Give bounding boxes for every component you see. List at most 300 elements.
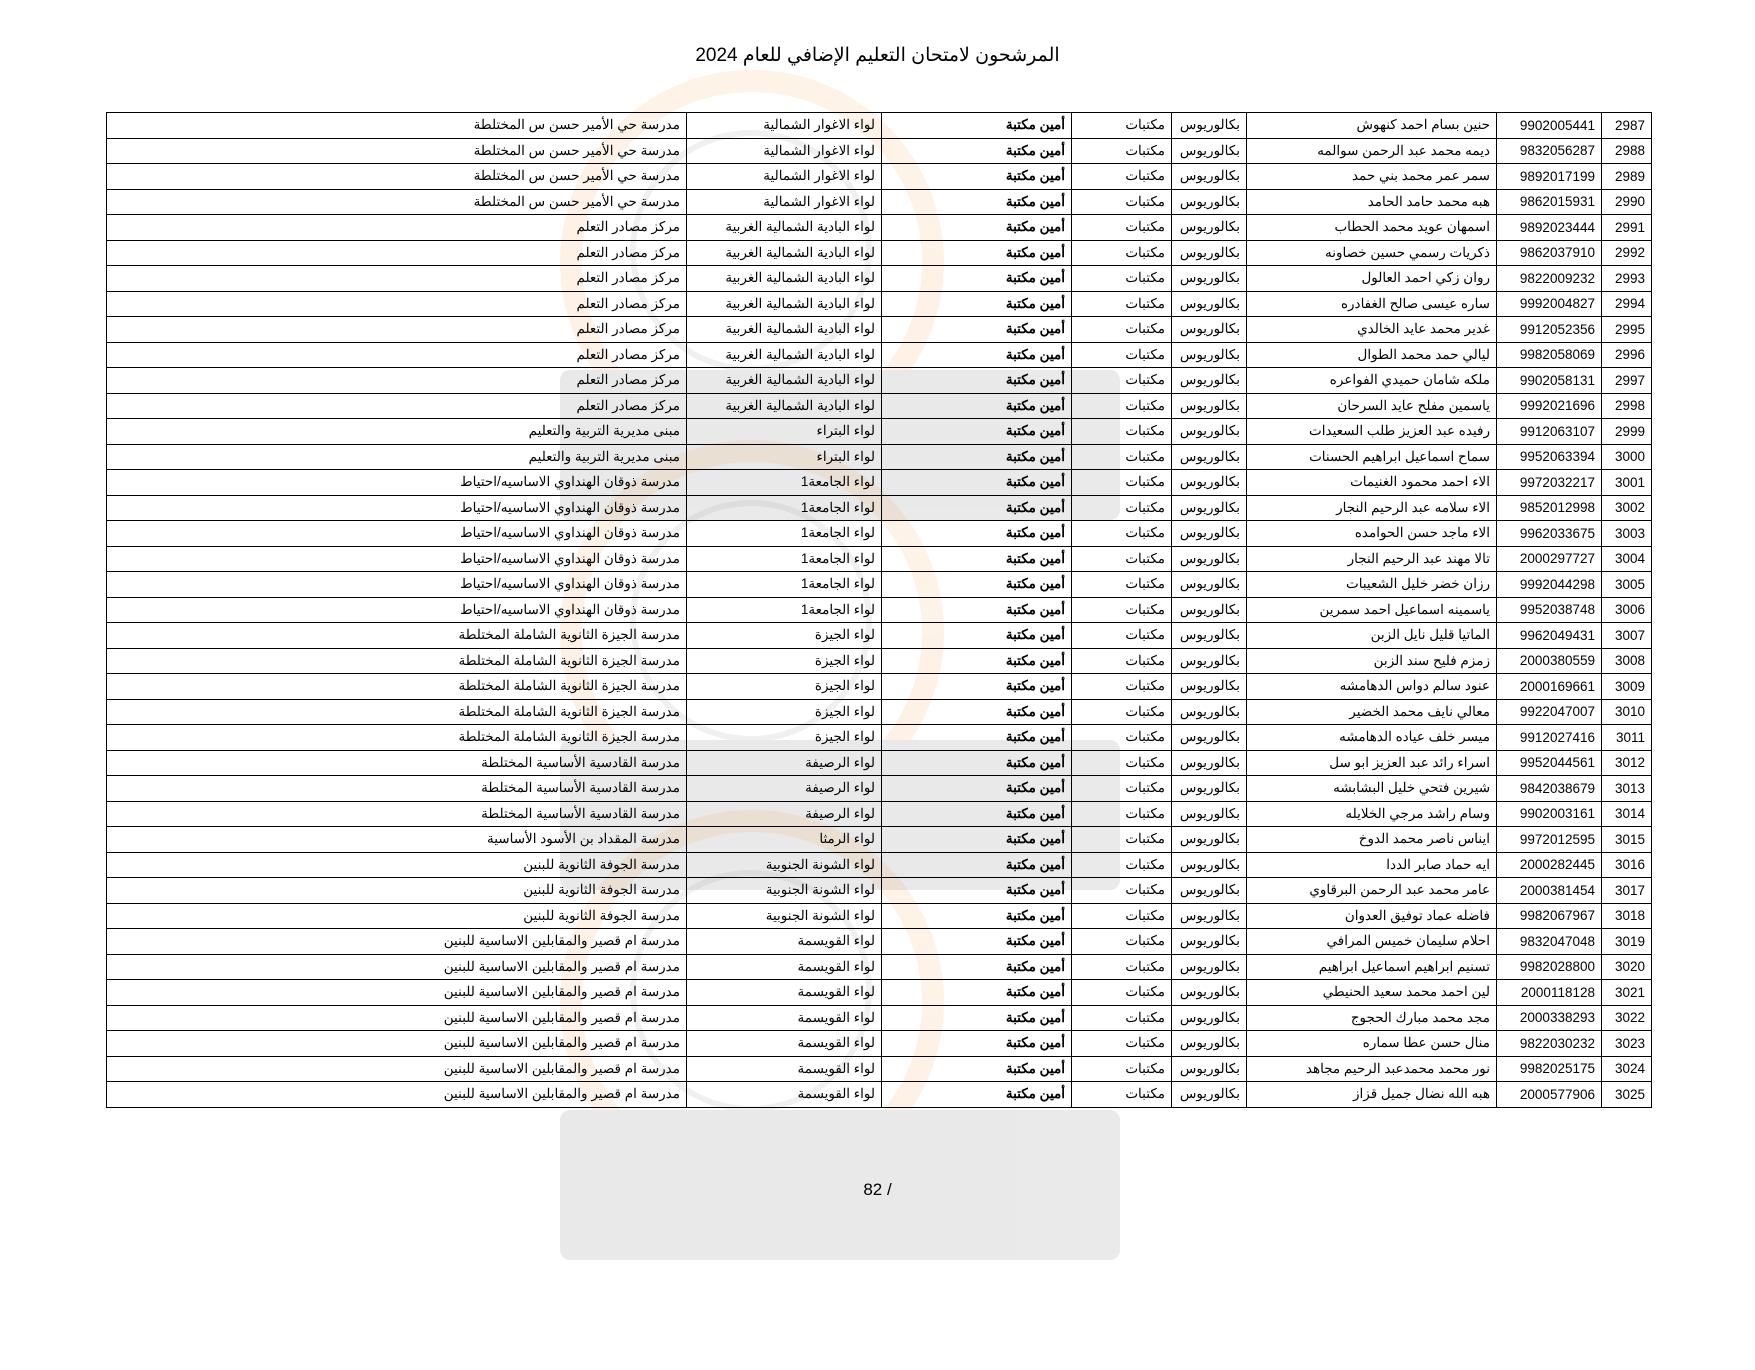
degree-cell: بكالوريوس <box>1172 954 1247 980</box>
table-row <box>107 725 1652 751</box>
district-cell: لواء البتراء <box>687 444 882 470</box>
seq-cell: 3015 <box>1602 827 1652 853</box>
national-id-cell: 2000577906 <box>1497 1082 1602 1108</box>
job-title-cell: أمين مكتبة <box>882 215 1072 241</box>
table-row <box>107 699 1652 725</box>
seq-cell: 3010 <box>1602 699 1652 725</box>
national-id-cell: 9892023444 <box>1497 215 1602 241</box>
school-cell: مدرسة الجيزة الثانوية الشاملة المختلطة <box>107 725 687 751</box>
school-cell: مدرسة الجوفة الثانوية للبنين <box>107 852 687 878</box>
job-title-cell: أمين مكتبة <box>882 750 1072 776</box>
degree-cell: بكالوريوس <box>1172 1082 1247 1108</box>
district-cell: لواء الاغوار الشمالية <box>687 113 882 139</box>
seq-cell: 3008 <box>1602 648 1652 674</box>
specialization-cell: مكتبات <box>1072 470 1172 496</box>
degree-cell: بكالوريوس <box>1172 342 1247 368</box>
school-cell: مدرسة القادسية الأساسية المختلطة <box>107 801 687 827</box>
degree-cell: بكالوريوس <box>1172 419 1247 445</box>
seq-cell: 3005 <box>1602 572 1652 598</box>
district-cell: لواء الشونة الجنوبية <box>687 852 882 878</box>
job-title-cell: أمين مكتبة <box>882 291 1072 317</box>
name-cell: رفيده عبد العزيز طلب السعيدات <box>1247 419 1497 445</box>
specialization-cell: مكتبات <box>1072 113 1172 139</box>
name-cell: تسنيم ابراهيم اسماعيل ابراهيم <box>1247 954 1497 980</box>
table-row <box>107 852 1652 878</box>
degree-cell: بكالوريوس <box>1172 189 1247 215</box>
job-title-cell: أمين مكتبة <box>882 827 1072 853</box>
national-id-cell: 9832056287 <box>1497 138 1602 164</box>
seq-cell: 3025 <box>1602 1082 1652 1108</box>
specialization-cell: مكتبات <box>1072 878 1172 904</box>
school-cell: مدرسة ام قصير والمقابلين الاساسية للبنين <box>107 929 687 955</box>
degree-cell: بكالوريوس <box>1172 929 1247 955</box>
name-cell: ذكريات رسمي حسين خصاونه <box>1247 240 1497 266</box>
specialization-cell: مكتبات <box>1072 699 1172 725</box>
national-id-cell: 9952063394 <box>1497 444 1602 470</box>
specialization-cell: مكتبات <box>1072 317 1172 343</box>
district-cell: لواء الاغوار الشمالية <box>687 164 882 190</box>
school-cell: مدرسة الجيزة الثانوية الشاملة المختلطة <box>107 699 687 725</box>
seq-cell: 3006 <box>1602 597 1652 623</box>
specialization-cell: مكتبات <box>1072 240 1172 266</box>
table-row <box>107 164 1652 190</box>
job-title-cell: أمين مكتبة <box>882 317 1072 343</box>
district-cell: لواء الشونة الجنوبية <box>687 878 882 904</box>
name-cell: سمر عمر محمد بني حمد <box>1247 164 1497 190</box>
specialization-cell: مكتبات <box>1072 291 1172 317</box>
specialization-cell: مكتبات <box>1072 852 1172 878</box>
job-title-cell: أمين مكتبة <box>882 240 1072 266</box>
job-title-cell: أمين مكتبة <box>882 903 1072 929</box>
seq-cell: 3002 <box>1602 495 1652 521</box>
name-cell: ياسمين مفلح عايد السرحان <box>1247 393 1497 419</box>
school-cell: مركز مصادر التعلم <box>107 368 687 394</box>
school-cell: مدرسة حي الأمير حسن س المختلطة <box>107 138 687 164</box>
job-title-cell: أمين مكتبة <box>882 597 1072 623</box>
seq-cell: 3023 <box>1602 1031 1652 1057</box>
degree-cell: بكالوريوس <box>1172 597 1247 623</box>
school-cell: مركز مصادر التعلم <box>107 240 687 266</box>
job-title-cell: أمين مكتبة <box>882 342 1072 368</box>
seq-cell: 3018 <box>1602 903 1652 929</box>
degree-cell: بكالوريوس <box>1172 393 1247 419</box>
name-cell: رزان خضر خليل الشعيبات <box>1247 572 1497 598</box>
district-cell: لواء الجيزة <box>687 623 882 649</box>
specialization-cell: مكتبات <box>1072 903 1172 929</box>
table-row <box>107 495 1652 521</box>
district-cell: لواء البتراء <box>687 419 882 445</box>
district-cell: لواء الجيزة <box>687 674 882 700</box>
table-row <box>107 648 1652 674</box>
seq-cell: 2991 <box>1602 215 1652 241</box>
specialization-cell: مكتبات <box>1072 189 1172 215</box>
district-cell: لواء القويسمة <box>687 1031 882 1057</box>
district-cell: لواء البادية الشمالية الغربية <box>687 368 882 394</box>
national-id-cell: 9982025175 <box>1497 1056 1602 1082</box>
national-id-cell: 2000118128 <box>1497 980 1602 1006</box>
school-cell: مركز مصادر التعلم <box>107 393 687 419</box>
degree-cell: بكالوريوس <box>1172 444 1247 470</box>
table-row <box>107 1056 1652 1082</box>
school-cell: مدرسة ام قصير والمقابلين الاساسية للبنين <box>107 1031 687 1057</box>
specialization-cell: مكتبات <box>1072 266 1172 292</box>
seq-cell: 3007 <box>1602 623 1652 649</box>
name-cell: هبه الله نضال جميل قزاز <box>1247 1082 1497 1108</box>
candidates-table-body <box>107 113 1652 1108</box>
table-row <box>107 750 1652 776</box>
national-id-cell: 9982058069 <box>1497 342 1602 368</box>
national-id-cell: 9822030232 <box>1497 1031 1602 1057</box>
specialization-cell: مكتبات <box>1072 1056 1172 1082</box>
specialization-cell: مكتبات <box>1072 801 1172 827</box>
job-title-cell: أمين مكتبة <box>882 113 1072 139</box>
degree-cell: بكالوريوس <box>1172 648 1247 674</box>
district-cell: لواء القويسمة <box>687 1056 882 1082</box>
job-title-cell: أمين مكتبة <box>882 164 1072 190</box>
page-number: 82 / <box>863 1180 892 1199</box>
school-cell: مدرسة الجيزة الثانوية الشاملة المختلطة <box>107 648 687 674</box>
table-row <box>107 878 1652 904</box>
table-row <box>107 266 1652 292</box>
district-cell: لواء الجامعة1 <box>687 470 882 496</box>
seq-cell: 3016 <box>1602 852 1652 878</box>
table-row <box>107 572 1652 598</box>
degree-cell: بكالوريوس <box>1172 113 1247 139</box>
degree-cell: بكالوريوس <box>1172 1005 1247 1031</box>
degree-cell: بكالوريوس <box>1172 699 1247 725</box>
degree-cell: بكالوريوس <box>1172 852 1247 878</box>
degree-cell: بكالوريوس <box>1172 674 1247 700</box>
school-cell: مدرسة المقداد بن الأسود الأساسية <box>107 827 687 853</box>
national-id-cell: 9842038679 <box>1497 776 1602 802</box>
specialization-cell: مكتبات <box>1072 546 1172 572</box>
specialization-cell: مكتبات <box>1072 215 1172 241</box>
job-title-cell: أمين مكتبة <box>882 189 1072 215</box>
national-id-cell: 9822009232 <box>1497 266 1602 292</box>
seq-cell: 3011 <box>1602 725 1652 751</box>
national-id-cell: 2000338293 <box>1497 1005 1602 1031</box>
name-cell: فاضله عماد توفيق العدوان <box>1247 903 1497 929</box>
job-title-cell: أمين مكتبة <box>882 495 1072 521</box>
name-cell: وسام راشد مرجي الخلايله <box>1247 801 1497 827</box>
job-title-cell: أمين مكتبة <box>882 929 1072 955</box>
district-cell: لواء الجامعة1 <box>687 495 882 521</box>
district-cell: لواء الجامعة1 <box>687 597 882 623</box>
table-row <box>107 470 1652 496</box>
table-row <box>107 342 1652 368</box>
name-cell: ايناس ناصر محمد الدوخ <box>1247 827 1497 853</box>
specialization-cell: مكتبات <box>1072 342 1172 368</box>
specialization-cell: مكتبات <box>1072 444 1172 470</box>
school-cell: مبنى مديرية التربية والتعليم <box>107 419 687 445</box>
specialization-cell: مكتبات <box>1072 521 1172 547</box>
job-title-cell: أمين مكتبة <box>882 572 1072 598</box>
seq-cell: 3004 <box>1602 546 1652 572</box>
district-cell: لواء البادية الشمالية الغربية <box>687 240 882 266</box>
name-cell: احلام سليمان خميس المرافي <box>1247 929 1497 955</box>
name-cell: هبه محمد حامد الحامد <box>1247 189 1497 215</box>
job-title-cell: أمين مكتبة <box>882 801 1072 827</box>
degree-cell: بكالوريوس <box>1172 827 1247 853</box>
seq-cell: 2999 <box>1602 419 1652 445</box>
specialization-cell: مكتبات <box>1072 980 1172 1006</box>
degree-cell: بكالوريوس <box>1172 750 1247 776</box>
name-cell: ديمه محمد عبد الرحمن سوالمه <box>1247 138 1497 164</box>
job-title-cell: أمين مكتبة <box>882 546 1072 572</box>
table-row <box>107 827 1652 853</box>
job-title-cell: أمين مكتبة <box>882 674 1072 700</box>
national-id-cell: 9902005441 <box>1497 113 1602 139</box>
table-row <box>107 419 1652 445</box>
specialization-cell: مكتبات <box>1072 1031 1172 1057</box>
name-cell: نور محمد محمدعبد الرحيم مجاهد <box>1247 1056 1497 1082</box>
job-title-cell: أمين مكتبة <box>882 699 1072 725</box>
district-cell: لواء البادية الشمالية الغربية <box>687 291 882 317</box>
school-cell: مدرسة ذوقان الهنداوي الاساسيه/احتياط <box>107 521 687 547</box>
specialization-cell: مكتبات <box>1072 419 1172 445</box>
specialization-cell: مكتبات <box>1072 597 1172 623</box>
seq-cell: 3021 <box>1602 980 1652 1006</box>
degree-cell: بكالوريوس <box>1172 623 1247 649</box>
name-cell: عنود سالم دواس الدهامشه <box>1247 674 1497 700</box>
job-title-cell: أمين مكتبة <box>882 368 1072 394</box>
degree-cell: بكالوريوس <box>1172 521 1247 547</box>
table-row <box>107 521 1652 547</box>
national-id-cell: 9912027416 <box>1497 725 1602 751</box>
district-cell: لواء الرصيفة <box>687 801 882 827</box>
district-cell: لواء الجيزة <box>687 725 882 751</box>
degree-cell: بكالوريوس <box>1172 980 1247 1006</box>
degree-cell: بكالوريوس <box>1172 317 1247 343</box>
name-cell: ساره عيسى صالح الغفادره <box>1247 291 1497 317</box>
job-title-cell: أمين مكتبة <box>882 419 1072 445</box>
name-cell: زمزم فليح سند الزبن <box>1247 648 1497 674</box>
degree-cell: بكالوريوس <box>1172 215 1247 241</box>
district-cell: لواء الجامعة1 <box>687 572 882 598</box>
seq-cell: 3022 <box>1602 1005 1652 1031</box>
district-cell: لواء الرصيفة <box>687 750 882 776</box>
name-cell: سماح اسماعيل ابراهيم الحسنات <box>1247 444 1497 470</box>
degree-cell: بكالوريوس <box>1172 1056 1247 1082</box>
name-cell: غدير محمد عايد الخالدي <box>1247 317 1497 343</box>
table-row <box>107 929 1652 955</box>
table-row <box>107 444 1652 470</box>
seq-cell: 3000 <box>1602 444 1652 470</box>
district-cell: لواء القويسمة <box>687 980 882 1006</box>
name-cell: مجد محمد مبارك الحجوج <box>1247 1005 1497 1031</box>
district-cell: لواء الاغوار الشمالية <box>687 189 882 215</box>
specialization-cell: مكتبات <box>1072 750 1172 776</box>
seq-cell: 2990 <box>1602 189 1652 215</box>
job-title-cell: أمين مكتبة <box>882 776 1072 802</box>
candidates-table <box>106 112 1652 1108</box>
national-id-cell: 9862037910 <box>1497 240 1602 266</box>
district-cell: لواء القويسمة <box>687 1082 882 1108</box>
national-id-cell: 9992021696 <box>1497 393 1602 419</box>
school-cell: مركز مصادر التعلم <box>107 291 687 317</box>
school-cell: مدرسة ذوقان الهنداوي الاساسيه/احتياط <box>107 495 687 521</box>
degree-cell: بكالوريوس <box>1172 546 1247 572</box>
job-title-cell: أمين مكتبة <box>882 878 1072 904</box>
job-title-cell: أمين مكتبة <box>882 393 1072 419</box>
table-row <box>107 189 1652 215</box>
specialization-cell: مكتبات <box>1072 572 1172 598</box>
degree-cell: بكالوريوس <box>1172 291 1247 317</box>
table-row <box>107 597 1652 623</box>
national-id-cell: 9972012595 <box>1497 827 1602 853</box>
name-cell: شيرين فتحي خليل البشابشه <box>1247 776 1497 802</box>
job-title-cell: أمين مكتبة <box>882 1056 1072 1082</box>
job-title-cell: أمين مكتبة <box>882 954 1072 980</box>
table-row <box>107 1031 1652 1057</box>
national-id-cell: 9902003161 <box>1497 801 1602 827</box>
job-title-cell: أمين مكتبة <box>882 470 1072 496</box>
school-cell: مبنى مديرية التربية والتعليم <box>107 444 687 470</box>
job-title-cell: أمين مكتبة <box>882 1031 1072 1057</box>
seq-cell: 3001 <box>1602 470 1652 496</box>
name-cell: الاء احمد محمود الغنيمات <box>1247 470 1497 496</box>
district-cell: لواء الرصيفة <box>687 776 882 802</box>
district-cell: لواء الجيزة <box>687 699 882 725</box>
name-cell: روان زكي احمد العالول <box>1247 266 1497 292</box>
national-id-cell: 9902058131 <box>1497 368 1602 394</box>
degree-cell: بكالوريوس <box>1172 776 1247 802</box>
specialization-cell: مكتبات <box>1072 138 1172 164</box>
school-cell: مدرسة ذوقان الهنداوي الاساسيه/احتياط <box>107 546 687 572</box>
national-id-cell: 9952044561 <box>1497 750 1602 776</box>
degree-cell: بكالوريوس <box>1172 572 1247 598</box>
table-row <box>107 954 1652 980</box>
seq-cell: 3009 <box>1602 674 1652 700</box>
district-cell: لواء البادية الشمالية الغربية <box>687 215 882 241</box>
school-cell: مدرسة الجوفة الثانوية للبنين <box>107 878 687 904</box>
district-cell: لواء القويسمة <box>687 954 882 980</box>
district-cell: لواء الرمثا <box>687 827 882 853</box>
job-title-cell: أمين مكتبة <box>882 521 1072 547</box>
degree-cell: بكالوريوس <box>1172 240 1247 266</box>
page-title: المرشحون لامتحان التعليم الإضافي للعام 2024 <box>695 45 1060 66</box>
specialization-cell: مكتبات <box>1072 1005 1172 1031</box>
degree-cell: بكالوريوس <box>1172 138 1247 164</box>
degree-cell: بكالوريوس <box>1172 368 1247 394</box>
school-cell: مدرسة الجوفة الثانوية للبنين <box>107 903 687 929</box>
job-title-cell: أمين مكتبة <box>882 980 1072 1006</box>
degree-cell: بكالوريوس <box>1172 1031 1247 1057</box>
seq-cell: 2998 <box>1602 393 1652 419</box>
school-cell: مركز مصادر التعلم <box>107 266 687 292</box>
district-cell: لواء الجامعة1 <box>687 521 882 547</box>
name-cell: ملكه شامان حميدي الفواعره <box>1247 368 1497 394</box>
national-id-cell: 9972032217 <box>1497 470 1602 496</box>
degree-cell: بكالوريوس <box>1172 164 1247 190</box>
district-cell: لواء البادية الشمالية الغربية <box>687 393 882 419</box>
national-id-cell: 2000297727 <box>1497 546 1602 572</box>
district-cell: لواء الاغوار الشمالية <box>687 138 882 164</box>
name-cell: اسمهان عويد محمد الحطاب <box>1247 215 1497 241</box>
specialization-cell: مكتبات <box>1072 674 1172 700</box>
national-id-cell: 2000381454 <box>1497 878 1602 904</box>
school-cell: مدرسة الجيزة الثانوية الشاملة المختلطة <box>107 623 687 649</box>
school-cell: مدرسة القادسية الأساسية المختلطة <box>107 750 687 776</box>
degree-cell: بكالوريوس <box>1172 470 1247 496</box>
national-id-cell: 9912063107 <box>1497 419 1602 445</box>
specialization-cell: مكتبات <box>1072 495 1172 521</box>
table-row <box>107 240 1652 266</box>
specialization-cell: مكتبات <box>1072 776 1172 802</box>
seq-cell: 2993 <box>1602 266 1652 292</box>
specialization-cell: مكتبات <box>1072 648 1172 674</box>
district-cell: لواء البادية الشمالية الغربية <box>687 317 882 343</box>
national-id-cell: 9912052356 <box>1497 317 1602 343</box>
table-row <box>107 903 1652 929</box>
national-id-cell: 9992004827 <box>1497 291 1602 317</box>
table-row <box>107 215 1652 241</box>
seq-cell: 3017 <box>1602 878 1652 904</box>
national-id-cell: 9922047007 <box>1497 699 1602 725</box>
table-row <box>107 1082 1652 1108</box>
national-id-cell: 2000282445 <box>1497 852 1602 878</box>
table-row <box>107 546 1652 572</box>
national-id-cell: 2000169661 <box>1497 674 1602 700</box>
national-id-cell: 9892017199 <box>1497 164 1602 190</box>
name-cell: منال حسن عطا سماره <box>1247 1031 1497 1057</box>
school-cell: مدرسة حي الأمير حسن س المختلطة <box>107 113 687 139</box>
school-cell: مدرسة حي الأمير حسن س المختلطة <box>107 164 687 190</box>
national-id-cell: 9832047048 <box>1497 929 1602 955</box>
table-row <box>107 674 1652 700</box>
specialization-cell: مكتبات <box>1072 929 1172 955</box>
seq-cell: 3003 <box>1602 521 1652 547</box>
district-cell: لواء البادية الشمالية الغربية <box>687 266 882 292</box>
job-title-cell: أمين مكتبة <box>882 1005 1072 1031</box>
school-cell: مدرسة حي الأمير حسن س المختلطة <box>107 189 687 215</box>
degree-cell: بكالوريوس <box>1172 801 1247 827</box>
name-cell: تالا مهند عبد الرحيم النجار <box>1247 546 1497 572</box>
national-id-cell: 9862015931 <box>1497 189 1602 215</box>
name-cell: ميسر خلف عياده الدهامشه <box>1247 725 1497 751</box>
job-title-cell: أمين مكتبة <box>882 138 1072 164</box>
national-id-cell: 9982028800 <box>1497 954 1602 980</box>
job-title-cell: أمين مكتبة <box>882 648 1072 674</box>
seq-cell: 2996 <box>1602 342 1652 368</box>
name-cell: الاء ماجد حسن الحوامده <box>1247 521 1497 547</box>
national-id-cell: 9992044298 <box>1497 572 1602 598</box>
name-cell: ايه حماد صابر الددا <box>1247 852 1497 878</box>
specialization-cell: مكتبات <box>1072 827 1172 853</box>
degree-cell: بكالوريوس <box>1172 878 1247 904</box>
table-row <box>107 776 1652 802</box>
specialization-cell: مكتبات <box>1072 1082 1172 1108</box>
job-title-cell: أمين مكتبة <box>882 852 1072 878</box>
school-cell: مدرسة ام قصير والمقابلين الاساسية للبنين <box>107 954 687 980</box>
seq-cell: 3012 <box>1602 750 1652 776</box>
table-row <box>107 623 1652 649</box>
table-row <box>107 368 1652 394</box>
school-cell: مدرسة الجيزة الثانوية الشاملة المختلطة <box>107 674 687 700</box>
specialization-cell: مكتبات <box>1072 393 1172 419</box>
school-cell: مركز مصادر التعلم <box>107 317 687 343</box>
table-row <box>107 1005 1652 1031</box>
school-cell: مدرسة ذوقان الهنداوي الاساسيه/احتياط <box>107 597 687 623</box>
district-cell: لواء الجيزة <box>687 648 882 674</box>
seq-cell: 2995 <box>1602 317 1652 343</box>
table-row <box>107 138 1652 164</box>
national-id-cell: 9962033675 <box>1497 521 1602 547</box>
school-cell: مدرسة القادسية الأساسية المختلطة <box>107 776 687 802</box>
degree-cell: بكالوريوس <box>1172 725 1247 751</box>
specialization-cell: مكتبات <box>1072 368 1172 394</box>
school-cell: مدرسة ذوقان الهنداوي الاساسيه/احتياط <box>107 470 687 496</box>
